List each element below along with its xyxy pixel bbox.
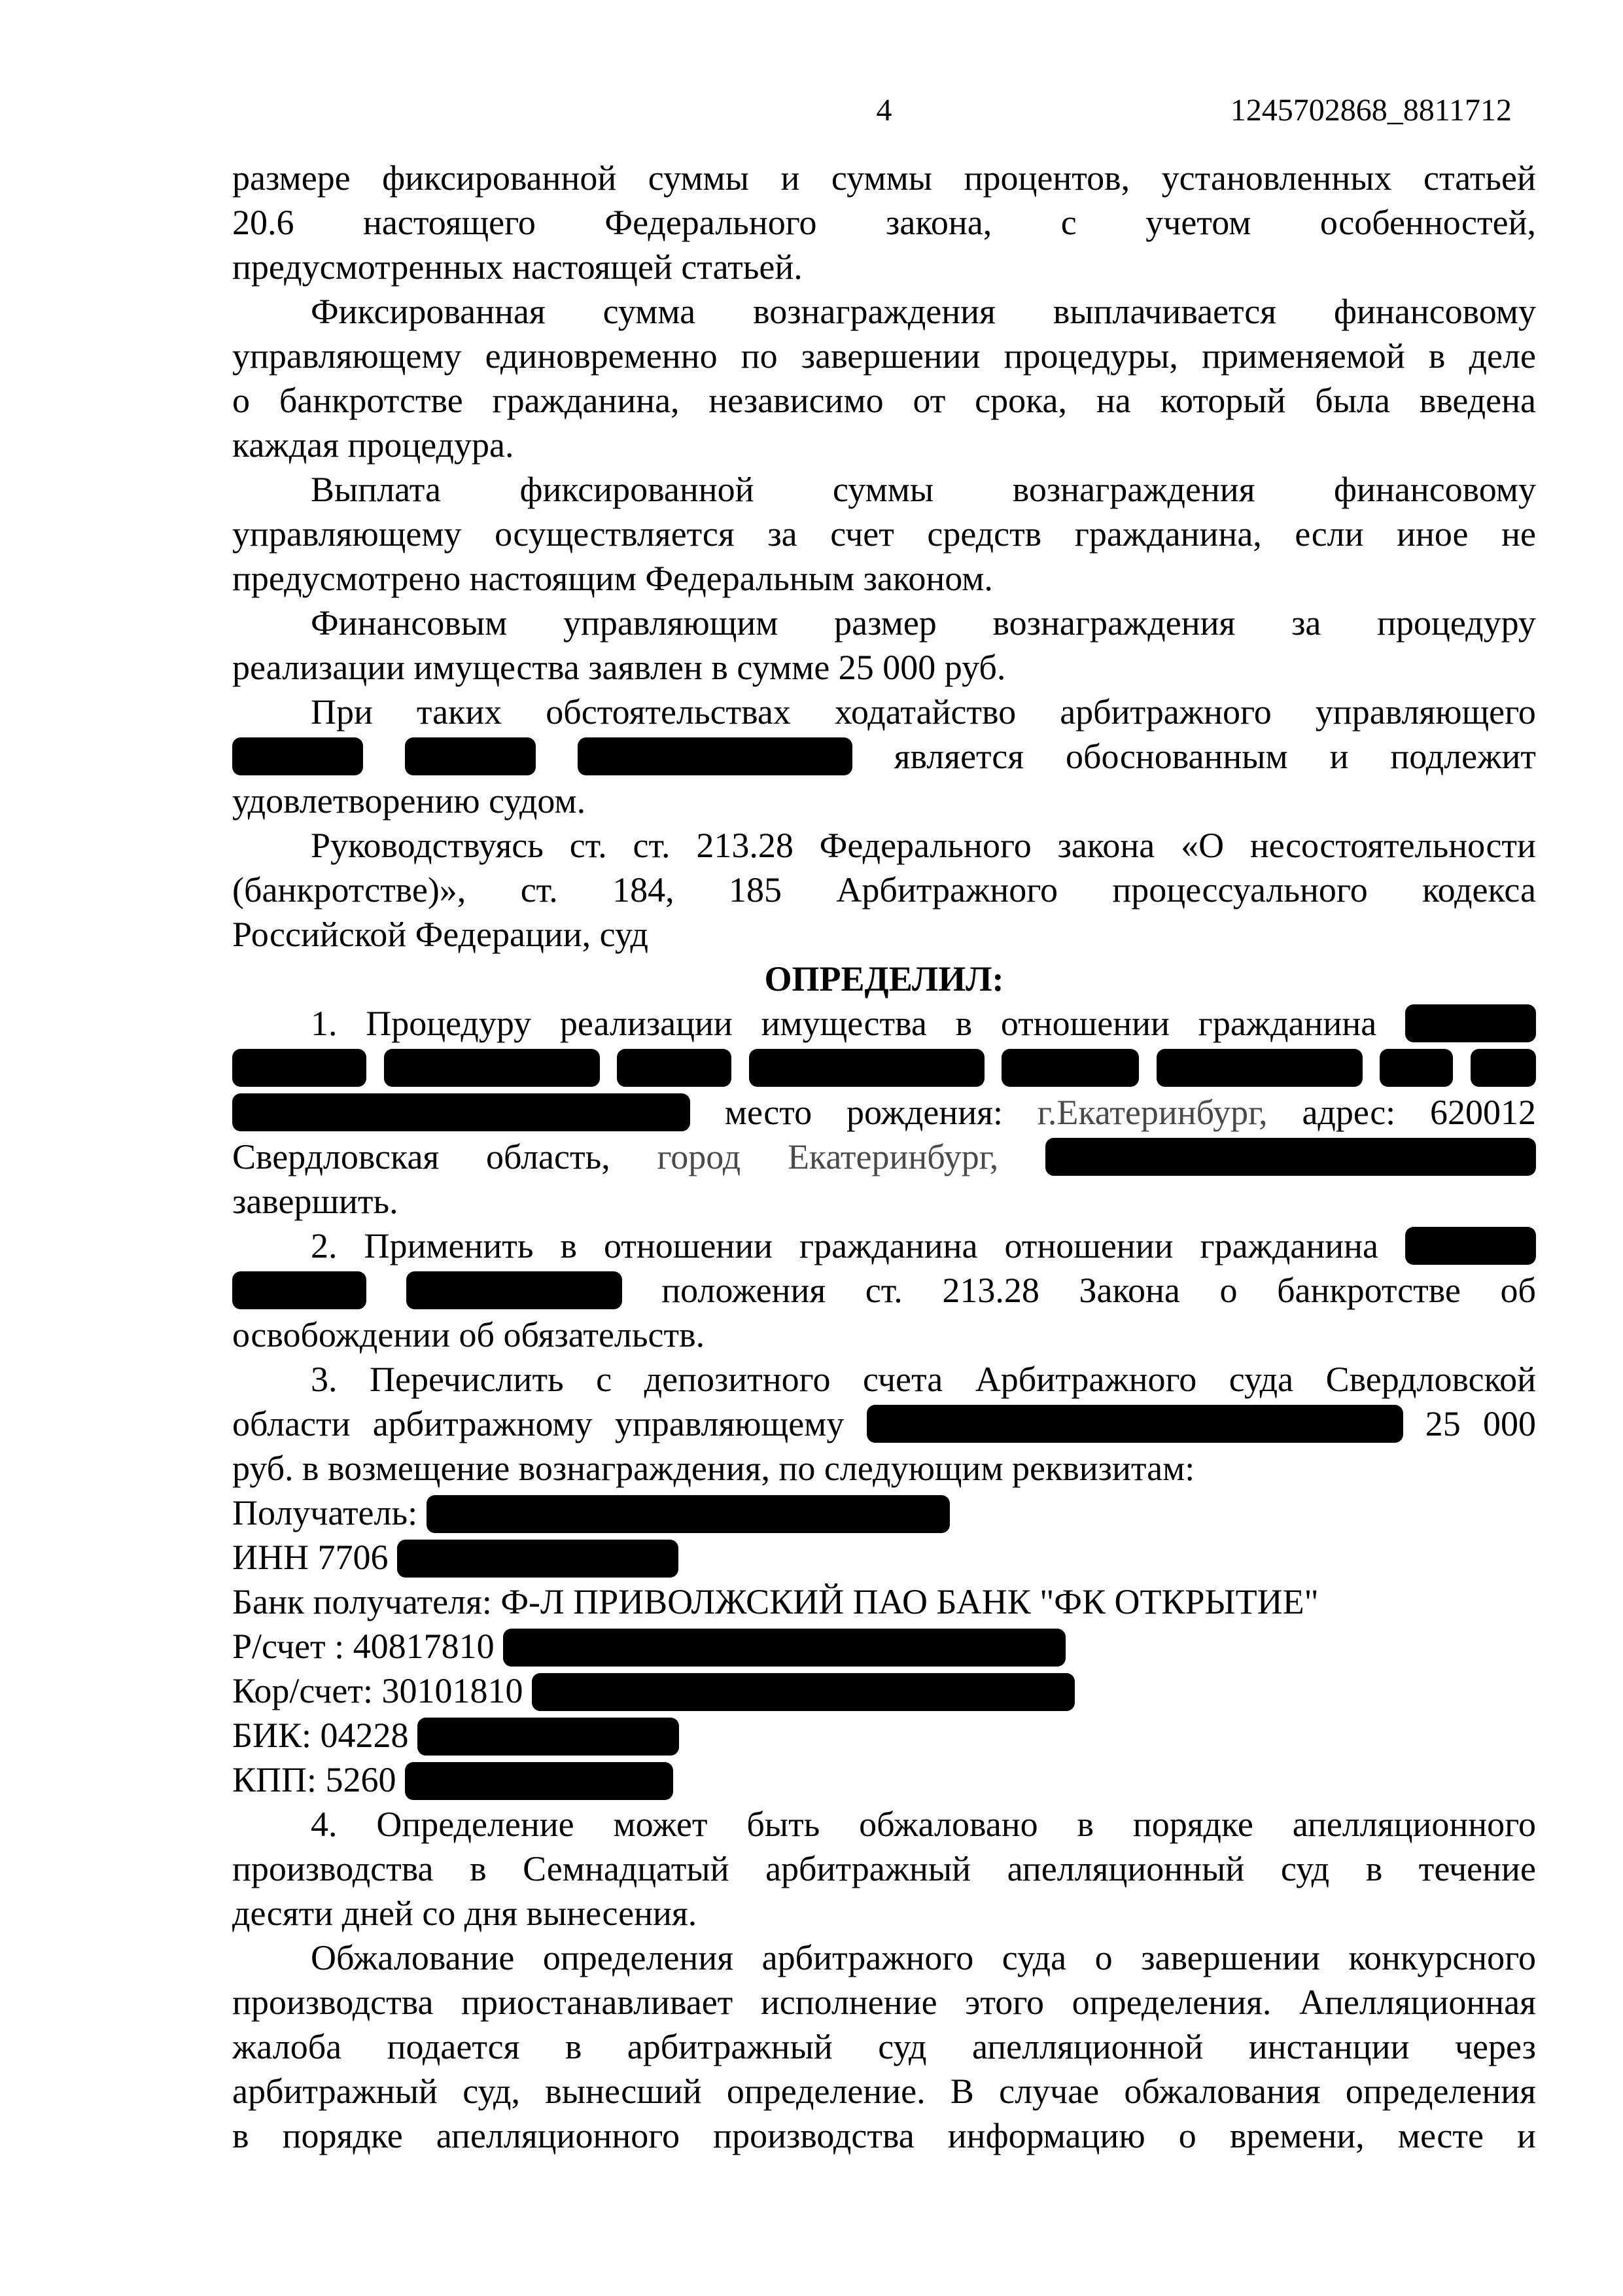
text-word: Федерального	[604, 203, 817, 242]
text-word: исполнение	[760, 1983, 937, 2022]
text-word: определения.	[1072, 1983, 1272, 2022]
text-word: который	[1160, 381, 1286, 420]
doc-line	[232, 2024, 1536, 2069]
text-word: процентов,	[964, 158, 1130, 198]
text-word: определение.	[726, 2072, 926, 2111]
text-word: реализации	[559, 1004, 733, 1043]
doc-line	[232, 1357, 1536, 1402]
redaction-block	[1157, 1049, 1363, 1087]
text-word: Свердловская	[232, 1137, 440, 1176]
muted-text: г.Екатеринбург,	[1037, 1093, 1268, 1132]
text-word: порядке	[1132, 1805, 1253, 1844]
text-word: является	[894, 737, 1024, 776]
text-word: ст.	[520, 870, 558, 910]
doc-line	[232, 957, 1536, 1001]
text-word: освобождении об обязательств.	[232, 1315, 705, 1354]
text-word: положения	[661, 1271, 826, 1310]
text-word: арбитражного	[1060, 692, 1272, 732]
redaction-block	[1405, 1227, 1536, 1265]
text-word: Арбитражного	[836, 870, 1058, 910]
text-word: фиксированной	[382, 158, 617, 198]
text-word: может	[613, 1805, 708, 1844]
doc-line	[232, 1179, 1536, 1224]
redaction-block	[503, 1629, 1066, 1667]
text-word: о	[1219, 1271, 1238, 1310]
text-word: место	[724, 1093, 812, 1132]
text-word: Выплата	[311, 470, 441, 509]
text-word: независимо	[708, 381, 884, 420]
redaction-block	[232, 1271, 366, 1309]
text-word: 185	[729, 870, 782, 910]
text-word: ИНН 7706	[232, 1538, 389, 1577]
text-word: процедуры,	[1003, 336, 1178, 376]
text-word: Определение	[376, 1805, 574, 1844]
text-word: статьей	[1423, 158, 1536, 198]
page-header	[232, 90, 1536, 131]
text-word: в	[560, 1226, 577, 1265]
redaction-block	[384, 1049, 600, 1087]
text-word: счет	[830, 514, 894, 554]
text-word: 184,	[612, 870, 674, 910]
text-word: Фиксированная	[311, 292, 546, 331]
text-word: быть	[746, 1805, 820, 1844]
redaction-block	[578, 737, 852, 775]
doc-line	[232, 1001, 1536, 1046]
text-word: отношении	[603, 1226, 773, 1265]
text-word: КПП: 5260	[232, 1760, 396, 1799]
text-word: и	[1517, 2116, 1536, 2155]
text-word: ходатайство	[834, 692, 1017, 732]
text-word: апелляционный	[1007, 1849, 1245, 1888]
text-word: производства	[713, 2116, 915, 2155]
text-word: управляющему	[232, 336, 462, 376]
text-word: и	[1329, 737, 1349, 776]
text-word: деле	[1469, 336, 1536, 376]
text-word: порядке	[282, 2116, 403, 2155]
text-word: Семнадцатый	[523, 1849, 729, 1888]
text-word: ст.	[633, 826, 671, 865]
doc-line	[232, 1491, 1536, 1535]
text-word: арбитражного	[761, 1938, 974, 1977]
text-word: и	[780, 158, 800, 198]
text-word: финансовому	[1334, 470, 1536, 509]
text-word: управляющего	[1315, 692, 1536, 732]
text-word: арбитражному	[372, 1404, 593, 1443]
doc-line	[232, 1757, 1536, 1802]
text-word: введена	[1419, 381, 1536, 420]
text-word: несостоятельности	[1249, 826, 1536, 865]
text-word: БИК: 04228	[232, 1716, 409, 1755]
text-word: удовлетворению судом.	[232, 781, 586, 821]
text-word: применяемой	[1202, 336, 1405, 376]
muted-text: город	[657, 1137, 741, 1176]
text-word: процедуру	[1377, 603, 1536, 643]
text-word: в	[565, 2027, 582, 2066]
text-word: о	[232, 381, 250, 420]
text-word: установленных	[1161, 158, 1392, 198]
text-word: Получатель:	[232, 1493, 418, 1532]
doc-line	[232, 823, 1536, 868]
text-word: инстанции	[1248, 2027, 1410, 2066]
redaction-block	[405, 737, 536, 775]
text-word: При	[311, 692, 373, 732]
text-word: обстоятельствах	[546, 692, 791, 732]
redaction-block	[1002, 1049, 1139, 1087]
doc-line	[232, 1846, 1536, 1891]
text-word: завершении	[801, 336, 981, 376]
text-word: суда	[1002, 1938, 1067, 1977]
doc-line	[232, 1891, 1536, 1935]
text-word: кодекса	[1422, 870, 1536, 910]
doc-line	[232, 690, 1536, 734]
text-word: десяти дней со дня вынесения.	[232, 1894, 697, 1933]
text-word: 000	[1482, 1404, 1536, 1443]
text-word: 3.	[311, 1360, 338, 1399]
text-word: апелляционной	[971, 2027, 1204, 2066]
doc-line	[232, 1713, 1536, 1757]
text-word: Банк получателя: Ф-Л ПРИВОЛЖСКИЙ ПАО БАНК "ФК ОТКРЫТИЕ"	[232, 1582, 1319, 1621]
text-word: Процедуру	[366, 1004, 532, 1043]
text-word: 1.	[311, 1004, 338, 1043]
text-word: в	[232, 2116, 249, 2155]
redaction-block	[1045, 1138, 1536, 1176]
text-word: Апелляционная	[1299, 1983, 1536, 2022]
text-word: отношении	[1000, 1004, 1170, 1043]
redaction-block	[405, 1762, 673, 1800]
doc-line	[232, 779, 1536, 823]
text-word: суд,	[462, 2072, 521, 2111]
doc-line	[232, 512, 1536, 556]
text-word: средств	[927, 514, 1042, 554]
text-word: гражданина	[799, 1226, 978, 1265]
doc-line	[232, 912, 1536, 957]
text-word: течение	[1418, 1849, 1536, 1888]
text-word: апелляционного	[436, 2116, 680, 2155]
doc-line	[232, 1090, 1536, 1135]
text-word: каждая процедура.	[232, 425, 514, 465]
text-word: 25	[1425, 1404, 1461, 1443]
text-word: была	[1315, 381, 1390, 420]
text-word: (банкротстве)»,	[232, 870, 466, 910]
text-word: банкротстве	[1277, 1271, 1461, 1310]
text-word: арбитражный	[232, 2072, 438, 2111]
text-word: с	[596, 1360, 612, 1399]
redaction-block	[532, 1673, 1075, 1711]
text-word: не	[1501, 514, 1536, 554]
text-word: этого	[965, 1983, 1045, 2022]
text-word: рождения:	[846, 1093, 1003, 1132]
text-word: имущества	[761, 1004, 927, 1043]
text-word: о	[1094, 1938, 1113, 1977]
text-word: область,	[485, 1137, 610, 1176]
text-word: суммы	[833, 470, 934, 509]
text-word: арбитражный	[627, 2027, 833, 2066]
redaction-block	[397, 1540, 678, 1578]
text-word: информацию	[947, 2116, 1145, 2155]
text-word: 20.6	[232, 203, 294, 242]
text-word: производства	[232, 1849, 434, 1888]
text-word: учетом	[1145, 203, 1251, 242]
text-word: срока,	[975, 381, 1068, 420]
text-word: суда	[1229, 1360, 1294, 1399]
text-word: ОПРЕДЕЛИЛ:	[764, 959, 1004, 998]
text-word: о	[1178, 2116, 1196, 2155]
text-word: управляющему	[232, 514, 462, 554]
text-word: ст.	[569, 826, 607, 865]
redaction-block	[406, 1271, 622, 1309]
text-word: вознаграждения	[1012, 470, 1255, 509]
text-word: по	[741, 336, 778, 376]
text-word: если	[1295, 514, 1364, 554]
text-word: гражданина,	[492, 381, 680, 420]
text-word: размер	[834, 603, 937, 643]
text-word: суд	[878, 2027, 927, 2066]
redaction-block	[417, 1718, 679, 1756]
text-word: управляющему	[614, 1404, 845, 1443]
text-word: размере	[232, 158, 351, 198]
text-word: на	[1096, 381, 1131, 420]
text-word: предусмотрено настоящим Федеральным законом.	[232, 559, 993, 598]
doc-line	[232, 1935, 1536, 1980]
text-word: Кор/счет: 30101810	[232, 1671, 523, 1710]
text-word: Р/счет : 40817810	[232, 1627, 495, 1666]
doc-line	[232, 2069, 1536, 2113]
doc-line	[232, 1135, 1536, 1179]
doc-line	[232, 378, 1536, 423]
text-word: 4.	[311, 1805, 338, 1844]
doc-line	[232, 1980, 1536, 2024]
text-word: конкурсного	[1348, 1938, 1536, 1977]
text-word: процессуального	[1112, 870, 1368, 910]
text-word: в	[1365, 1849, 1383, 1888]
text-word: подается	[387, 2027, 520, 2066]
text-word: в	[470, 1849, 487, 1888]
text-word: случае	[999, 2072, 1100, 2111]
redaction-block	[867, 1405, 1403, 1443]
redaction-block	[617, 1049, 731, 1087]
text-word: завершить.	[232, 1182, 398, 1221]
text-word: выплачивается	[1053, 292, 1277, 331]
doc-line	[232, 334, 1536, 378]
redaction-block	[1471, 1049, 1536, 1087]
text-word: гражданина	[1200, 1226, 1378, 1265]
doc-line	[232, 1580, 1536, 1624]
text-word: вознаграждения	[992, 603, 1236, 643]
text-word: завершении	[1141, 1938, 1320, 1977]
text-word: руб. в возмещение вознаграждения, по следующим реквизитам:	[232, 1449, 1195, 1488]
text-word: «О	[1181, 826, 1225, 865]
text-word: месте	[1397, 2116, 1484, 2155]
text-word: арбитражный	[765, 1849, 971, 1888]
text-word: Закона	[1079, 1271, 1180, 1310]
text-word: единовременно	[485, 336, 718, 376]
text-word: суммы	[648, 158, 749, 198]
redaction-block	[1405, 1004, 1536, 1042]
text-word: финансовому	[1334, 292, 1536, 331]
text-word: приостанавливает	[461, 1983, 733, 2022]
text-word: депозитного	[644, 1360, 831, 1399]
doc-line	[232, 200, 1536, 245]
doc-line	[232, 1624, 1536, 1669]
text-word: подлежит	[1390, 737, 1536, 776]
text-word: за	[767, 514, 797, 554]
text-word: особенностей,	[1319, 203, 1536, 242]
doc-line	[232, 289, 1536, 334]
doc-line	[232, 645, 1536, 690]
text-word: ст.	[865, 1271, 903, 1310]
text-word: вознаграждения	[753, 292, 996, 331]
doc-line	[232, 1046, 1536, 1090]
text-word: предусмотренных настоящей статьей.	[232, 247, 803, 287]
text-word: вынесший	[545, 2072, 702, 2111]
text-word: обжаловано	[859, 1805, 1038, 1844]
text-word: апелляционного	[1292, 1805, 1536, 1844]
doc-line	[232, 1224, 1536, 1268]
text-word: Перечислить	[369, 1360, 564, 1399]
text-word: реализации имущества заявлен в сумме 25 000 руб.	[232, 648, 1006, 687]
text-word: обжалования	[1124, 2072, 1321, 2111]
text-word: таких	[416, 692, 502, 732]
redaction-block	[232, 1049, 366, 1087]
doc-line	[232, 1268, 1536, 1313]
doc-line	[232, 601, 1536, 645]
text-word: Федерального	[819, 826, 1032, 865]
doc-line	[232, 423, 1536, 467]
text-word: 620012	[1429, 1093, 1536, 1132]
text-word: в	[1077, 1805, 1094, 1844]
text-word: 2.	[311, 1226, 338, 1265]
doc-line	[232, 245, 1536, 289]
text-word: счета	[862, 1360, 943, 1399]
text-word: производства	[232, 1983, 434, 2022]
text-word: Обжалование	[311, 1938, 515, 1977]
doc-line	[232, 2113, 1536, 2158]
doc-line	[232, 156, 1536, 200]
doc-line	[232, 556, 1536, 601]
doc-line	[232, 1535, 1536, 1580]
text-word: Применить	[364, 1226, 534, 1265]
text-word: 213.28	[942, 1271, 1039, 1310]
muted-text: Екатеринбург,	[787, 1137, 999, 1176]
text-word: Руководствуясь	[311, 826, 544, 865]
text-word: времени,	[1229, 2116, 1365, 2155]
text-word: суд	[1280, 1849, 1330, 1888]
text-word: с	[1060, 203, 1077, 242]
text-word: области	[232, 1404, 351, 1443]
redaction-block	[232, 737, 363, 775]
text-word: Арбитражного	[975, 1360, 1197, 1399]
text-word: в	[1428, 336, 1446, 376]
doc-line	[232, 1669, 1536, 1713]
text-word: фиксированной	[519, 470, 754, 509]
text-word: 213.28	[696, 826, 794, 865]
text-word: в	[955, 1004, 973, 1043]
document-body	[232, 156, 1536, 2158]
doc-line	[232, 734, 1536, 779]
doc-line	[232, 1402, 1536, 1446]
text-word: Свердловской	[1325, 1360, 1536, 1399]
text-word: адрес:	[1302, 1093, 1396, 1132]
text-word: управляющим	[563, 603, 778, 643]
text-word: Российской Федерации, суд	[232, 915, 648, 954]
doc-line	[232, 1446, 1536, 1491]
text-word: гражданина,	[1074, 514, 1262, 554]
doc-line	[232, 868, 1536, 912]
redaction-block	[749, 1049, 985, 1087]
redaction-block	[1380, 1049, 1453, 1087]
redaction-block	[427, 1495, 950, 1533]
text-word: суммы	[831, 158, 933, 198]
text-word: настоящего	[363, 203, 536, 242]
text-word: Финансовым	[311, 603, 508, 643]
text-word: гражданина	[1198, 1004, 1377, 1043]
text-word: осуществляется	[495, 514, 735, 554]
text-word: В	[950, 2072, 974, 2111]
text-word: отношении	[1004, 1226, 1174, 1265]
doc-line	[232, 1313, 1536, 1357]
text-word: обоснованным	[1066, 737, 1288, 776]
text-word: определения	[542, 1938, 734, 1977]
document-code: 1245702868_8811712	[1230, 93, 1512, 128]
text-word: иное	[1397, 514, 1469, 554]
text-word: сумма	[602, 292, 696, 331]
text-word: об	[1500, 1271, 1536, 1310]
text-word: жалоба	[232, 2027, 342, 2066]
text-word: за	[1291, 603, 1321, 643]
page-number: 4	[876, 93, 892, 128]
redaction-block	[232, 1093, 690, 1131]
text-word: банкротстве	[279, 381, 463, 420]
text-word: закона	[1057, 826, 1155, 865]
text-word: определения	[1345, 2072, 1536, 2111]
text-word: закона,	[886, 203, 992, 242]
text-word: через	[1454, 2027, 1536, 2066]
text-word: от	[913, 381, 946, 420]
doc-line	[232, 467, 1536, 512]
doc-line	[232, 1802, 1536, 1846]
